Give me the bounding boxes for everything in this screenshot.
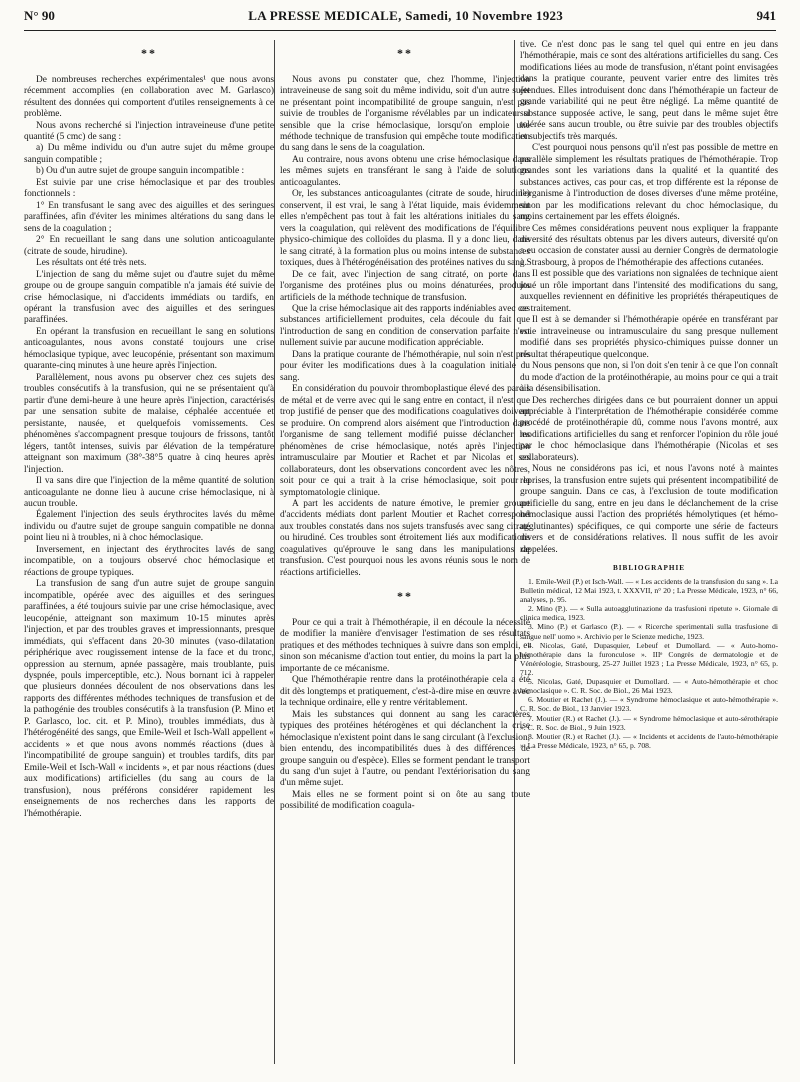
paragraph: Est suivie par une crise hémoclasique et par des troubles fonctionnels : <box>24 177 274 200</box>
paragraph: b) Ou d'un autre sujet de groupe sanguin incompatible : <box>36 166 245 177</box>
paragraph: tive. Ce n'est donc pas le sang tel quel qui entre en jeu dans l'hémothérapie, mais ce sont des altérations artificielles du sang. Ces modifications liées au mode de transfusion, n'étant point envisagées dans la pratique courante, peuvent varier entre des limites très étendues. Elles introduisent donc dans l'hémothérapie un facteur de grande variabilité qui ne peut être négligé. La même quantité de substance supposée active, le sang, peut dans le même sujet être tolérée sans aucun trouble, ou être suivie par des troubles objectifs et subjectifs très marqués. <box>520 40 778 142</box>
issue-number: N° 90 <box>24 8 55 23</box>
paragraph: Mais les substances qui donnent au sang les caractères typiques des protéines hétérogènes et qui déclanchent la crise hémoclasique n'existent point dans le sang circulant (à l'exclusion, bien entendu, des incompatibilités dues à des différences de groupe sanguin ou d'espèce). Elles se forment pendant le transport du sang d'un sujet à l'autre, ou pendant l'extériorisation du sang d'un même sujet. <box>280 709 530 789</box>
bibliography <box>520 577 778 750</box>
paragraph: Au contraire, nous avons obtenu une crise hémoclasique dans les mêmes sujets en transférant le sang à l'aide de solutions anticoagulantes. <box>280 154 530 188</box>
paragraph: Inversement, en injectant des érythrocites lavés de sang incompatible, on a toujours observé choc hémoclasique et réactions de groupe typiques. <box>24 544 274 578</box>
paragraph: Que la crise hémoclasique ait des rapports indéniables avec ces substances artificiellement produites, cela découle du fait que l'introduction de sang en condition de conservation parfaite n'est nullement suivie par aucune modification appréciable. <box>280 304 530 349</box>
paragraph: A part les accidents de nature émotive, le premier groupe d'accidents médiats dont parlent Moutier et Rachet correspond aux troubles constatés dans nos sujets transfusés avec sang citraté ou hirudiné. Ces troubles sont étroitement liés aux modifications coagulatives qu'éprouve le sang dans les manipulations de transfusion. C'est pourquoi nous les avons réunis sous le nom de réactions artificielles. <box>280 498 530 578</box>
paragraph: De ce fait, avec l'injection de sang citraté, on porte dans l'organisme des protéines plus ou moins dénaturées, produits artificiels de la méthode technique de transfusion. <box>280 269 530 303</box>
paragraph: Les résultats ont été très nets. <box>36 258 147 269</box>
paragraph: Parallèlement, nous avons pu observer chez ces sujets des troubles consécutifs à la transfusion, qui ne se présentaient qu'à partir d'une demi-heure à une heure après l'injection, caractérisés par une sensation subite de malaise, céphalée accentuée et persistante, nausée, et quelquefois vomissements. Ces phénomènes s'accompagnent presque toujours de frissons, tantôt légers, tantôt intenses, suivis par élévation de la température atteignant son maximum (38°-38°5 quatre à cinq heures après l'injection. <box>24 372 274 475</box>
bibliography-entry: 8. Moutier (R.) et Rachet (J.). — « Incidents et accidents de l'auto-hémothérapie ». La Presse Médicale, 1923, n° 65, p. 708. <box>520 731 778 750</box>
bibliography-entry: 4. Nicolas, Gaté, Dupasquier, Lebeuf et Dumollard. — « Auto-homo-hémothérapie dans la furonculose ». IIIᵉ Congrès de dermatologie et de Vénéréologie, Strasbourg, 25-27 Juillet 1923 ; La Presse Médicale, 1923, n° 65, p. 712. <box>520 640 778 677</box>
bibliography-entry: 2. Mino (P.). — « Sulla autoagglutinazione da trasfusioni ripetute ». Giornale di clinica medica, 1923. <box>520 604 778 623</box>
paragraph: a) Du même individu ou d'un autre sujet du même groupe sanguin compatible ; <box>24 143 274 165</box>
paragraph: De nombreuses recherches expérimentales¹ que nous avons récemment accomplies (en collaboration avec M. Garlasco) résultent des données qui comportent d'utiles renseignements à ce problème. <box>24 74 274 120</box>
bibliography-entry: 5. Nicolas, Gaté, Dupasquier et Dumollard. — « Auto-hémothérapie et choc hémoclasique ». C. R. Soc. de Biol., 26 Mai 1923. <box>520 677 778 696</box>
paragraph: Également l'injection des seuls érythrocites lavés du même individu ou d'autre sujet de groupe sanguin compatible ne donna point lieu ni à troubles, ni à choc hémoclasique. <box>24 510 274 544</box>
column-3 <box>520 40 778 1068</box>
paragraph: Pour ce qui a trait à l'hémothérapie, il en découle la nécessité de modifier la manière d'envisager l'estimation de ses résultats pratiques et des méthodes techniques à suivre dans son emploi, et sinon son mécanisme d'action tout entier, du moins la part la plus importante de ce mécanisme. <box>280 617 530 674</box>
paragraph: Il est à se demander si l'hémothérapie opérée en transférant par voie intraveineuse ou intramusculaire du sang presque nullement modifié dans ses propriétés physico-chimiques puisse donner un résultat thérapeutique quelconque. <box>520 315 778 360</box>
bibliography-entry: 6. Moutier et Rachet (J.). — « Syndrome hémoclasique et auto-hémothérapie ». C. R. Soc. de Biol., 13 Janvier 1923. <box>520 695 778 714</box>
bibliography-entry: 3. Mino (P.) et Garlasco (P.). — « Ricerche sperimentali sulla trasfusione di sangue nell' uomo ». Archivio per le Scienze mediche, 1923. <box>520 622 778 641</box>
paragraph: Que l'hémothérapie rentre dans la protéinothérapie cela a été dit dès longtemps et pratiquement, c'est-à-dire mise en œuvre avec la technique ordinaire, elle y rentre véritablement. <box>280 675 530 709</box>
paragraph: Nous ne considérons pas ici, et nous l'avons noté à maintes reprises, la transfusion entre sujets qui présentent incompatibilité de groupe sanguin. Dans ce cas, à l'exclusion de toute modification artificielle du sang, entre en jeu dans le déclanchement de la crise hémoclasique aussi l'action des propriétés hémolytiques (et hémo-agglutinantes) spécifiques, ce qui comporte une série de facteurs divers et de considérations relatives. Il nous suffit de les avoir rappelées. <box>520 464 778 555</box>
column-2 <box>280 40 530 1068</box>
column-divider <box>274 40 275 1064</box>
paragraph: C'est pourquoi nous pensons qu'il n'est pas possible de mettre en parallèle simplement les résultats pratiques de l'hémothérapie. Trop grandes sont les variations dans la qualité et la quantité des substances actives, cas pour cas, et trop différente est la réponse de l'organisme à l'introduction de doses diverses d'une même protéine, sinon par les modifications relevant du choc hémoclasique, du moins certainement par les effets éloignés. <box>520 143 778 223</box>
paragraph: Il est possible que des variations non signalées de technique aient joué un rôle important dans l'intensité des modifications du sang, auxquelles reviennent en définitive les propriétés thérapeutiques de ce traitement. <box>520 269 778 314</box>
header-rule <box>24 30 776 31</box>
paragraph: En opérant la transfusion en recueillant le sang en solutions anticoagulantes, nous avons constaté toujours une crise hémoclasique typique, avec leucopénie, présentant son maximum quarante-cinq minutes à une heure après l'injection. <box>24 326 274 372</box>
section-separator: ** <box>397 46 413 60</box>
paragraph: 2° En recueillant le sang dans une solution anticoagulante (citrate de soude, hirudine). <box>24 235 274 257</box>
paragraph: L'injection de sang du même sujet ou d'autre sujet du même groupe ou de groupe sanguin compatible n'a jamais été suivie de crise hémoclasique, ni d'accidents immédiats ou tardifs, en opérant la transfusion avec des aiguilles et des seringues paraffinées. <box>24 269 274 326</box>
paragraph: Mais elles ne se forment point si on ôte au sang toute possibilité de modification coagula- <box>280 789 530 812</box>
page-number: 941 <box>756 8 776 23</box>
paragraph: Des recherches dirigées dans ce but pourraient donner un appui appréciable à l'interprétation de l'hémothérapie considérée comme procédé de protéinothérapie dû, comme nous l'avons montré, aux modifications artificielles du sang et renforcer l'opinion du rôle joué par le choc hémoclasique dans l'hémothérapie (Nicolas et ses collaborateurs). <box>520 395 778 463</box>
paragraph: Nous avons recherché si l'injection intraveineuse d'une petite quantité (5 cmc) de sang : <box>24 120 274 142</box>
section-separator: ** <box>397 589 413 604</box>
paragraph: Nous avons pu constater que, chez l'homme, l'injection intraveineuse de sang soit du même individu, soit d'un autre sujet ne présentant point incompatibilité de groupe sanguin, n'est pas suivie de troubles de l'organisme révélables par un indicateur si sensible que la crise hémoclasique, lorsqu'on emploie une méthode technique de transfusion qui empêche toute modification du sang dans le sens de la coagulation. <box>280 74 530 154</box>
bibliography-title: BIBLIOGRAPHIE <box>612 564 686 573</box>
column-1 <box>24 40 274 1068</box>
journal-title: LA PRESSE MEDICALE, Samedi, 10 Novembre 1923 <box>248 8 564 23</box>
bibliography-entry: 1. Emile-Weil (P.) et Isch-Wall. — « Les accidents de la transfusion du sang ». La Bulletin médical, 12 Mai 1923, t. XXXVII, n° 20 ; La Presse Médicale, 1923, n° 66, analyses, p. 95. <box>520 576 778 605</box>
page-header <box>24 8 776 30</box>
paragraph: Or, les substances anticoagulantes (citrate de soude, hirudine) conservent, il est vrai, le sang à l'état liquide, mais évidemment elles n'empêchent pas tout à fait les altérations initiales du sang vers la coagulation, qui relèvent des modifications de l'équilibre physico-chimique des colloïdes du plasma. Il y a donc lieu, dans le sang citraté, à la formation plus ou moins intense de substances toxiques, dues à l'hétérogénéisation des protéines natives du sang. <box>280 189 530 269</box>
paragraph: Ces mêmes considérations peuvent nous expliquer la frappante diversité des résultats obtenus par les divers auteurs, diversité qu'on a eu occasion de constater aussi au dernier Congrès de dermatologie à Strasbourg, à propos de l'hémothérapie des affections cutanées. <box>520 223 778 268</box>
paragraph: En considération du pouvoir thromboplastique élevé des parois de métal et de verre avec qui le sang entre en contact, il n'est que trop justifié de penser que des modifications coagulatives doivent se produire. On comprend alors aisément que l'introduction dans l'organisme de sang tellement modifié puisse déclancher les phénomènes de crise hémoclasique, notés après l'injection intramusculaire par Moutier et Rachet et par Nicolas et ses collaborateurs, dont les observations concordent avec les nôtres, soit pour ce qui a trait à la crise hémoclasique, soit pour la symptomatologie clinique. <box>280 384 530 498</box>
paragraph: 1° En transfusant le sang avec des aiguilles et des seringues paraffinées, afin d'éviter les minimes altérations du sang dans le sens de la coagulation ; <box>24 200 274 234</box>
paragraph: Dans la pratique courante de l'hémothérapie, nul soin n'est pris pour éviter les modifications dues à la coagulation initiale du sang. <box>280 349 530 383</box>
paragraph: Nous pensons que non, si l'on doit s'en tenir à ce que l'on connaît du mode d'action de la protéinothérapie, au moins pour ce qui a trait à la désensibilisation. <box>520 361 778 395</box>
bibliography-entry: 7. Moutier (R.) et Rachet (J.). — « Syndrome hémoclasique et auto-sérothérapie ». C. R. Soc. de Biol., 9 Juin 1923. <box>520 713 778 732</box>
paragraph: Il va sans dire que l'injection de la même quantité de solution anticoagulante ne donne lieu à aucune crise hémoclasique, ni à aucun trouble. <box>24 476 274 509</box>
section-separator: ** <box>141 46 157 60</box>
paragraph: La transfusion de sang d'un autre sujet de groupe sanguin incompatible, opérée avec des aiguilles et des seringues paraffinées, a été toujours suivie par une crise hémoclasique, avec leucopénie, atteignant son maximum 10-15 minutes après l'injection, et par des troubles graves et impressionnants, presque immédiats, qui s'effacent dans 20-30 minutes (vaso-dilatation périphérique avec rougissement intense de la face et du tronc, oppression au sternum, apnée passagère, mais troublante, puis dyspnée, pouls imperceptible, etc.). Nous bornant ici à rappeler que plusieurs données découlent de nos observations dans les rapports des différentes méthodes techniques de transfusion et de la pathogénie des troubles consécutifs à la transfusion (P. Mino et P. Garlasco, loc. cit. et P. Mino), troubles immédiats, dus à l'hétérogénéité des sangs, que Emile-Weil et Isch-Wall appellent « accidents » et que nous avons nommés réactions (dues à l'incompatibilité de groupe sanguin) et troubles tardifs, dits par Emile-Weil et Isch-Wall « incidents », et par nous réactions (dues aux modifications) artificielles (du sang au cours de la transfusion), nous préférons considérer rapidement les enseignements de nos recherches dans les rapports de l'hémothérapie. <box>24 579 274 819</box>
